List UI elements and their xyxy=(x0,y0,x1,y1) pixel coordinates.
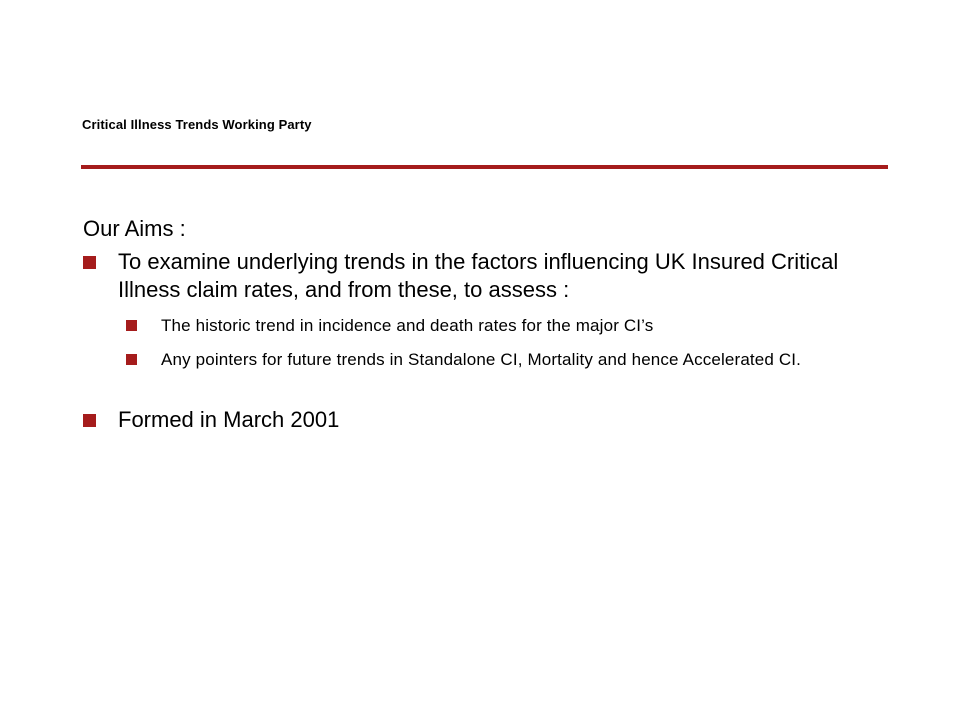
aims-heading: Our Aims : xyxy=(83,216,186,241)
square-bullet-icon xyxy=(83,414,96,427)
bullet-text: Formed in March 2001 xyxy=(118,407,340,432)
sub-bullet-text: The historic trend in incidence and death rates for the major CI’s xyxy=(161,316,654,335)
slide-header-title: Critical Illness Trends Working Party xyxy=(82,117,312,132)
sub-bullet-item xyxy=(126,314,873,337)
sub-bullet-text: Any pointers for future trends in Standalone CI, Mortality and hence Accelerated CI. xyxy=(161,350,802,369)
sub-bullet-list xyxy=(83,314,873,371)
square-bullet-icon xyxy=(83,256,96,269)
square-bullet-icon xyxy=(126,320,137,331)
square-bullet-icon xyxy=(126,354,137,365)
bullet-item xyxy=(83,248,873,304)
bullet-text: To examine underlying trends in the factors influencing UK Insured Critical Illness claim rates, and from these, to assess : xyxy=(118,249,839,302)
sub-bullet-item xyxy=(126,348,873,371)
header-divider xyxy=(81,165,888,169)
bullet-item xyxy=(83,406,873,434)
slide-content xyxy=(83,214,873,434)
